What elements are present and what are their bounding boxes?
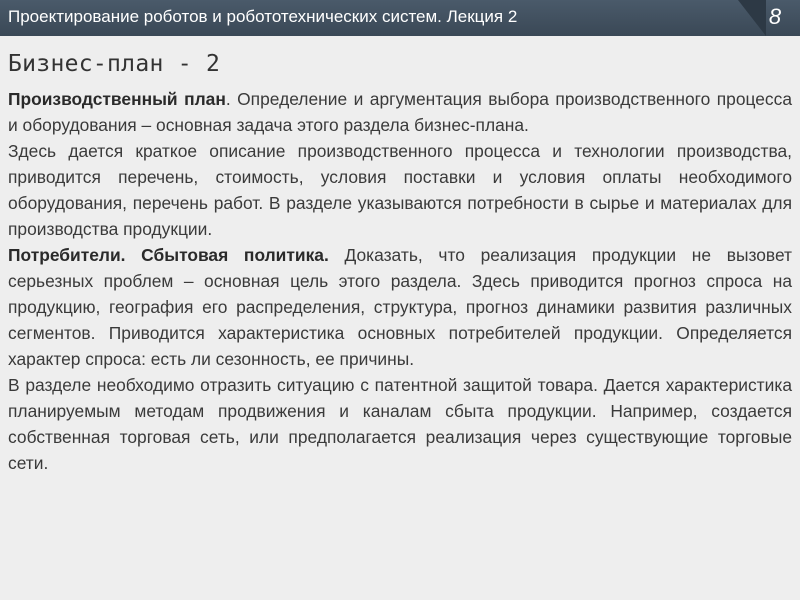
slide-body <box>8 86 792 476</box>
paragraph-consumers <box>8 242 792 372</box>
paragraph-production-description: Здесь дается краткое описание производственного процесса и технологии производства, приводится перечень, стоимость, условия поставки и условия оплаты необходимого оборудования, перечень работ. В разделе указываются потребности в сырье и материалах для производства продукции. <box>8 141 792 239</box>
slide-number: 8 <box>768 4 782 29</box>
slide-title: Бизнес-план - 2 <box>8 51 221 77</box>
heading-consumers: Потребители. Сбытовая политика. <box>8 245 329 265</box>
paragraph-production-plan <box>8 86 792 138</box>
text-production-plan: . Определение и аргументация выбора производственного процесса и оборудования – основная задача этого раздела бизнес-плана. <box>8 89 792 135</box>
heading-production-plan: Производственный план <box>8 89 226 109</box>
paragraph-patent-protection: В разделе необходимо отразить ситуацию с патентной защитой товара. Дается характеристика планируемым методам продвижения и каналам сбыта продукции. Например, создается собственная торговая сеть, или предполагается реализация через существующие торговые сети. <box>8 375 792 473</box>
lecture-title: Проектирование роботов и робототехнических систем. Лекция 2 <box>8 7 518 26</box>
text-consumers: Доказать, что реализация продукции не вызовет серьезных проблем – основная цель этого раздела. Здесь приводится прогноз спроса на продукцию, география его распределения, структура, прогноз динамики развития различных сегментов. Приводится характеристика основных потребителей продукции. Определяется характер спроса: есть ли сезонность, ее причины. <box>8 245 793 369</box>
slide-header <box>0 0 800 36</box>
